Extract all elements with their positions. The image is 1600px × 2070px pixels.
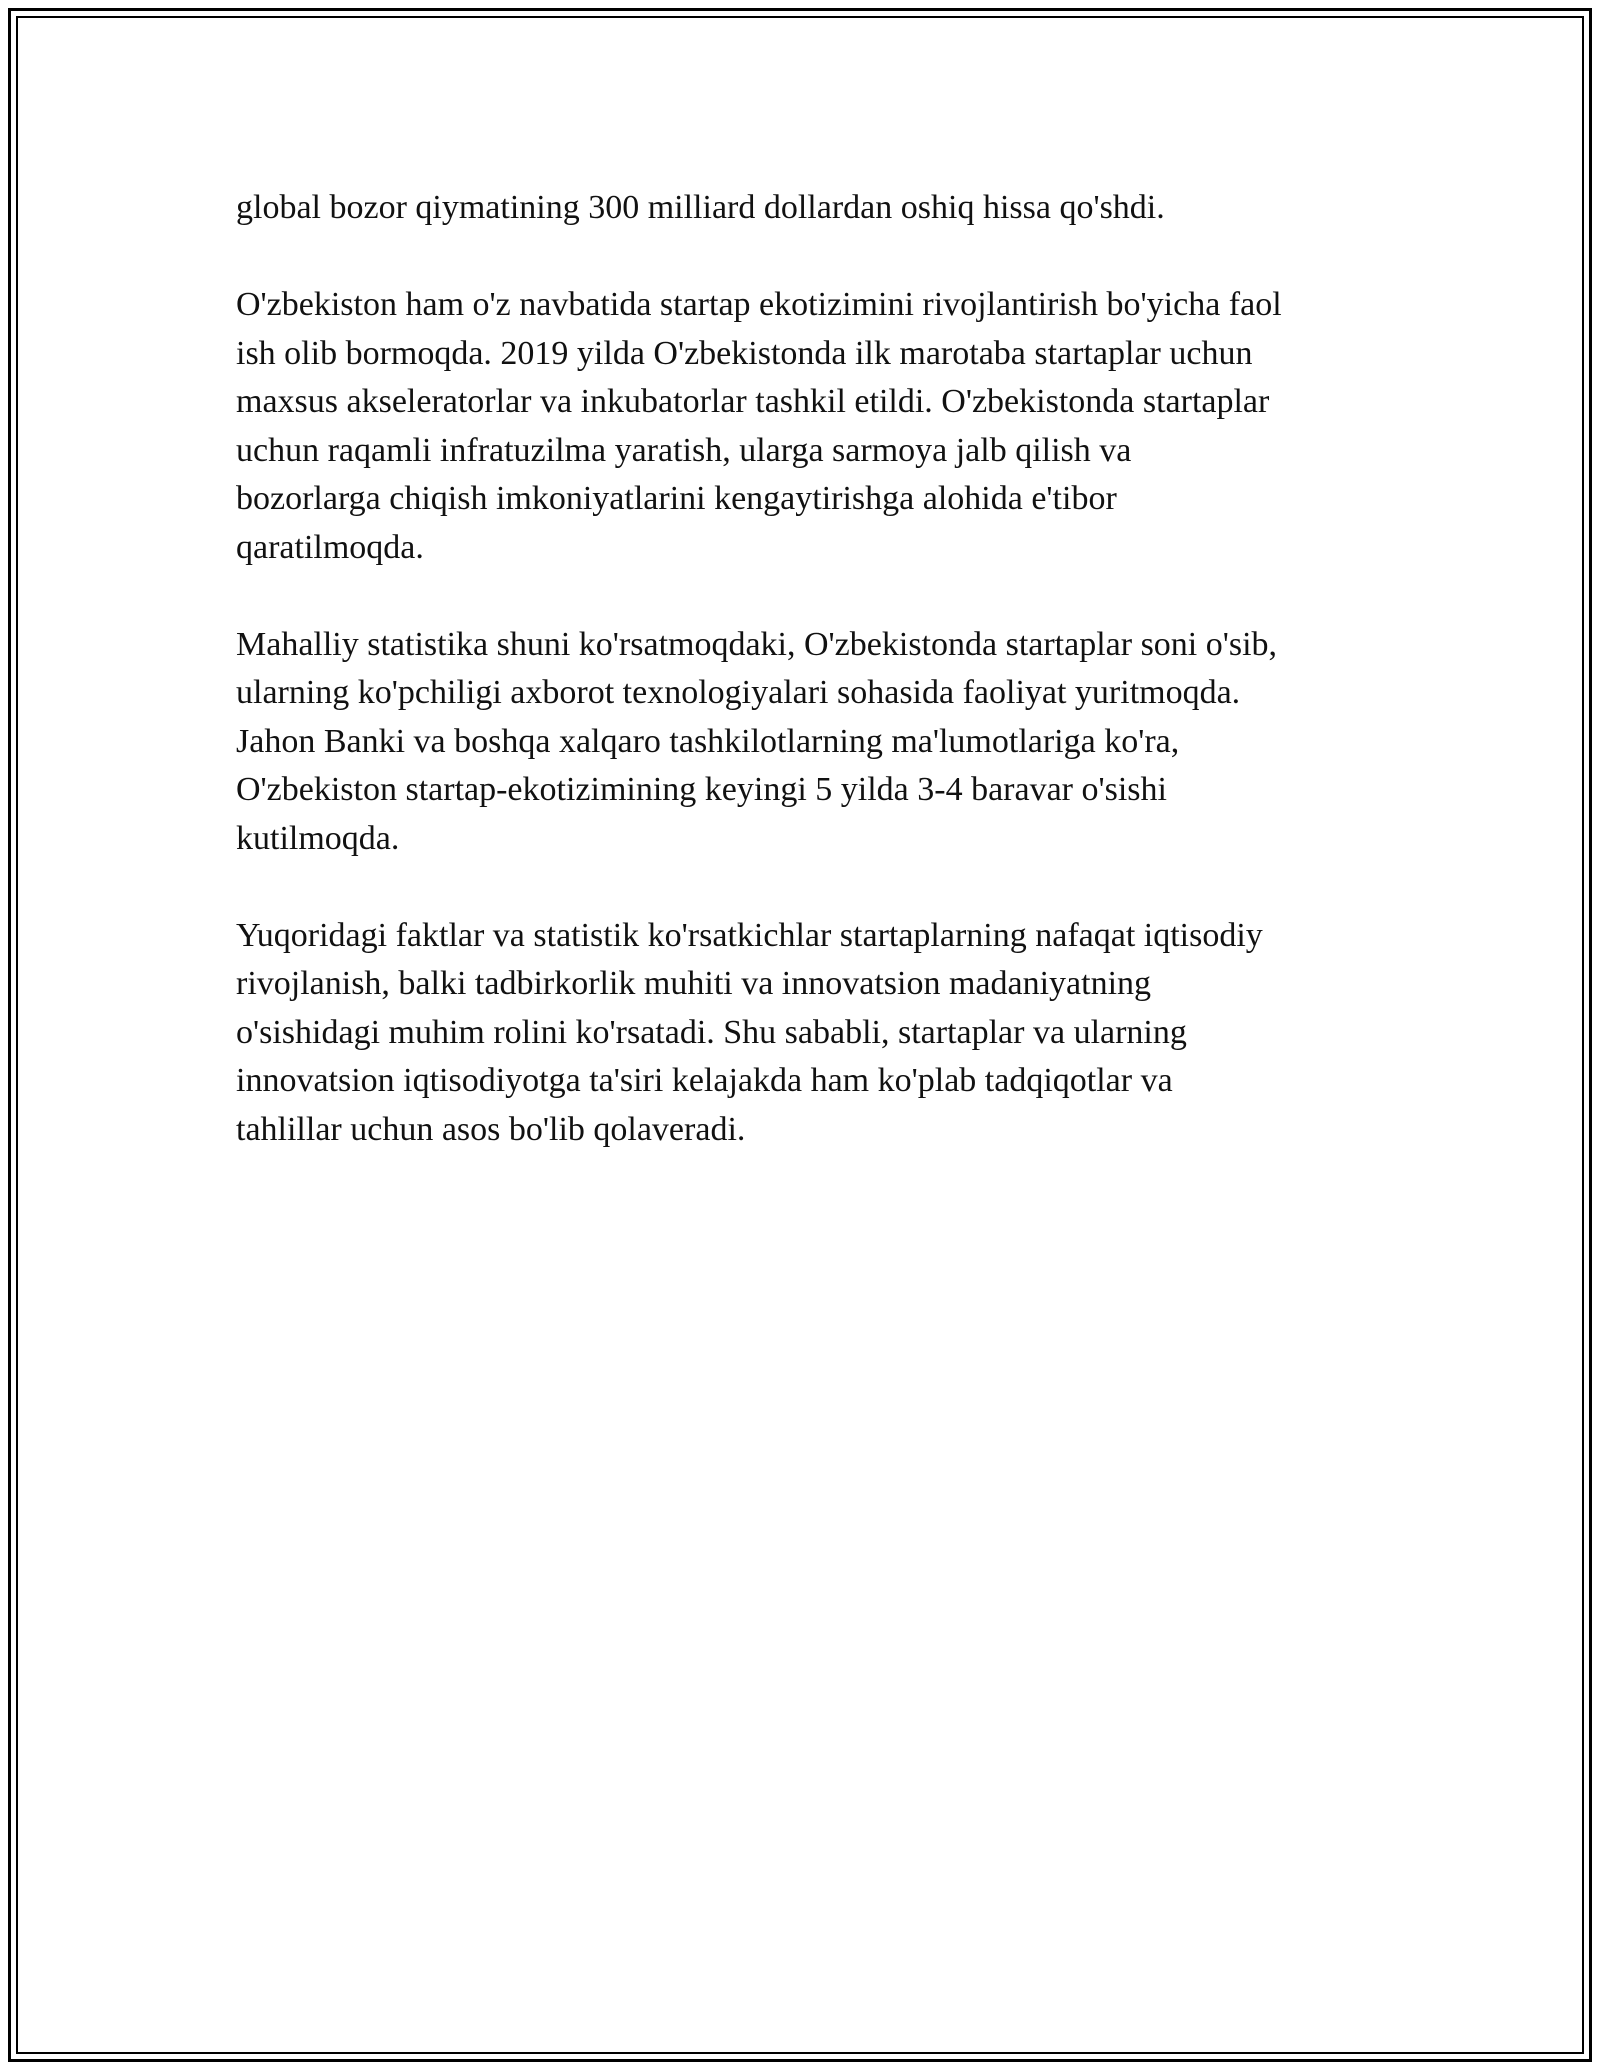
paragraph-4 (236, 912, 1396, 1155)
text-line: O'zbekiston ham o'z navbatida startap ekotizimini rivojlantirish bo'yicha faol (236, 286, 1282, 323)
paragraph-1 (236, 184, 1396, 233)
text-line: rivojlanish, balki tadbirkorlik muhiti va innovatsion madaniyatning (236, 965, 1152, 1002)
paragraph-3 (236, 621, 1396, 864)
text-line: o'sishidagi muhim rolini ko'rsatadi. Shu sababli, startaplar va ularning (236, 1013, 1187, 1051)
text-line: Jahon Banki va boshqa xalqaro tashkilotlarning ma'lumotlariga ko'ra, (236, 722, 1180, 760)
text-line: ish olib bormoqda. 2019 yilda O'zbekistonda ilk marotaba startaplar uchun (236, 334, 1253, 372)
text-line: qaratilmoqda. (236, 528, 424, 566)
text-line: ularning ko'pchiligi axborot texnologiyalari sohasida faoliyat yuritmoqda. (236, 674, 1241, 711)
text-line: global bozor qiymatining 300 milliard dollardan oshiq hissa qo'shdi. (236, 189, 1165, 226)
text-line: bozorlarga chiqish imkoniyatlarini kengaytirishga alohida e'tibor (236, 480, 1117, 517)
text-line: kutilmoqda. (236, 819, 400, 857)
text-line: uchun raqamli infratuzilma yaratish, ularga sarmoya jalb qilish va (236, 431, 1132, 469)
text-line: tahlillar uchun asos bo'lib qolaveradi. (236, 1110, 746, 1148)
text-line: O'zbekiston startap-ekotizimining keyingi 5 yilda 3-4 baravar o'sishi (236, 771, 1167, 808)
text-line: maxsus akseleratorlar va inkubatorlar tashkil etildi. O'zbekistonda startaplar (236, 383, 1270, 420)
text-line: innovatsion iqtisodiyotga ta'siri kelajakda ham ko'plab tadqiqotlar va (236, 1062, 1173, 1099)
paragraph-2 (236, 281, 1396, 572)
text-line: Mahalliy statistika shuni ko'rsatmoqdaki, O'zbekistonda startaplar soni o'sib, (236, 625, 1278, 663)
document-body (236, 184, 1396, 1154)
text-line: Yuqoridagi faktlar va statistik ko'rsatkichlar startaplarning nafaqat iqtisodiy (236, 916, 1263, 954)
